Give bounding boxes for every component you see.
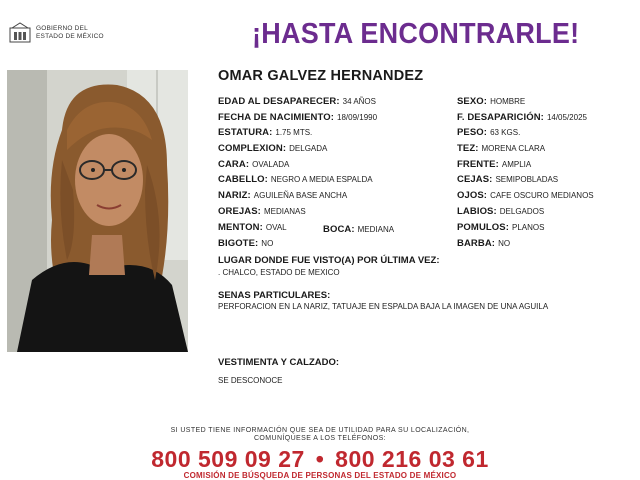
- edad-value: 34 AÑOS: [342, 97, 376, 106]
- logo-text: [36, 25, 104, 41]
- field-frente: [457, 159, 531, 170]
- coat-of-arms-icon: [8, 22, 32, 44]
- field-tez: [457, 143, 545, 154]
- ojos-label: OJOS:: [457, 190, 488, 201]
- person-photo: [7, 70, 188, 352]
- contact-line-2: COMUNÍQUESE A LOS TELÉFONOS:: [253, 435, 387, 442]
- field-barba: [457, 238, 510, 249]
- pomulos-label: POMULOS:: [457, 222, 509, 233]
- phone-separator: •: [315, 446, 325, 472]
- clothing-value: SE DESCONOCE: [218, 376, 283, 385]
- clothing-label: VESTIMENTA Y CALZADO:: [218, 357, 340, 368]
- nariz-value: AGUILEÑA BASE ANCHA: [253, 191, 348, 200]
- logo-line-1: GOBIERNO DEL: [36, 25, 88, 32]
- peso-label: PESO:: [457, 127, 488, 138]
- contact-line-1: SI USTED TIENE INFORMACIÓN QUE SEA DE UTILIDAD PARA SU LOCALIZACIÓN,: [170, 427, 470, 434]
- bigote-value: NO: [261, 239, 274, 248]
- commission-name: COMISIÓN DE BÚSQUEDA DE PERSONAS DEL ESTADO DE MÉXICO: [183, 471, 457, 480]
- field-edad: [218, 96, 376, 107]
- labios-value: DELGADOS: [499, 207, 545, 216]
- field-complexion: [218, 143, 327, 154]
- last-seen-label: LUGAR DONDE FUE VISTO(A) POR ÚLTIMA VEZ:: [218, 255, 440, 266]
- field-fecha-nacimiento: [218, 112, 377, 123]
- pomulos-value: PLANOS: [512, 223, 545, 232]
- phone-number-2[interactable]: 800 216 03 61: [335, 446, 489, 472]
- fecha-nacimiento-value: 18/09/1990: [337, 113, 378, 122]
- fecha-desaparicion-value: 14/05/2025: [546, 113, 587, 122]
- field-nariz: [218, 190, 347, 201]
- labios-label: LABIOS:: [457, 206, 497, 217]
- field-bigote: [218, 238, 273, 249]
- cara-label: CARA:: [218, 159, 250, 170]
- estatura-label: ESTATURA:: [218, 127, 273, 138]
- phone-numbers: [0, 446, 640, 473]
- tez-value: MORENA CLARA: [481, 144, 546, 153]
- peso-value: 63 KGS.: [490, 128, 521, 137]
- field-cejas: [457, 174, 558, 185]
- menton-value: OVAL: [265, 223, 287, 232]
- cabello-label: CABELLO:: [218, 174, 268, 185]
- cara-value: OVALADA: [252, 160, 290, 169]
- complexion-label: COMPLEXION:: [218, 143, 287, 154]
- frente-value: AMPLIA: [501, 160, 532, 169]
- cabello-value: NEGRO A MEDIA ESPALDA: [270, 175, 373, 184]
- edad-label: EDAD AL DESAPARECER:: [218, 96, 340, 107]
- field-pomulos: [457, 222, 544, 233]
- boca-value: MEDIANA: [357, 225, 395, 234]
- menton-label: MENTON:: [218, 222, 263, 233]
- cejas-value: SEMIPOBLADAS: [495, 175, 559, 184]
- cejas-label: CEJAS:: [457, 174, 493, 185]
- state-government-logo: [8, 22, 118, 46]
- estatura-value: 1.75 MTS.: [275, 128, 313, 137]
- orejas-value: MEDIANAS: [263, 207, 306, 216]
- barba-label: BARBA:: [457, 238, 496, 249]
- headline: ¡HASTA ENCONTRARLE!: [252, 18, 580, 50]
- logo-line-2: ESTADO DE MÉXICO: [36, 33, 104, 40]
- field-sexo: [457, 96, 525, 107]
- field-menton: [218, 222, 287, 233]
- field-estatura: [218, 127, 312, 138]
- barba-value: NO: [498, 239, 511, 248]
- frente-label: FRENTE:: [457, 159, 499, 170]
- field-boca: [323, 224, 394, 235]
- field-cara: [218, 159, 289, 170]
- marks-value: PERFORACION EN LA NARIZ, TATUAJE EN ESPALDA BAJA LA IMAGEN DE UNA AGUILA: [218, 302, 549, 311]
- sexo-label: SEXO:: [457, 96, 488, 107]
- fecha-nacimiento-label: FECHA DE NACIMIENTO:: [218, 112, 334, 123]
- field-orejas: [218, 206, 306, 217]
- ojos-value: CAFE OSCURO MEDIANOS: [490, 191, 594, 200]
- field-cabello: [218, 174, 373, 185]
- bigote-label: BIGOTE:: [218, 238, 259, 249]
- field-labios: [457, 206, 544, 217]
- orejas-label: OREJAS:: [218, 206, 261, 217]
- nariz-label: NARIZ:: [218, 190, 251, 201]
- complexion-value: DELGADA: [289, 144, 328, 153]
- phone-number-1[interactable]: 800 509 09 27: [151, 446, 305, 472]
- person-name: OMAR GALVEZ HERNANDEZ: [218, 68, 424, 84]
- marks-label: SENAS PARTICULARES:: [218, 290, 331, 301]
- field-peso: [457, 127, 520, 138]
- fecha-desaparicion-label: F. DESAPARICIÓN:: [457, 112, 544, 123]
- field-ojos: [457, 190, 594, 201]
- boca-label: BOCA:: [323, 224, 355, 235]
- sexo-value: HOMBRE: [490, 97, 526, 106]
- last-seen-value: . CHALCO, ESTADO DE MEXICO: [218, 268, 340, 277]
- tez-label: TEZ:: [457, 143, 479, 154]
- field-fecha-desaparicion: [457, 112, 587, 123]
